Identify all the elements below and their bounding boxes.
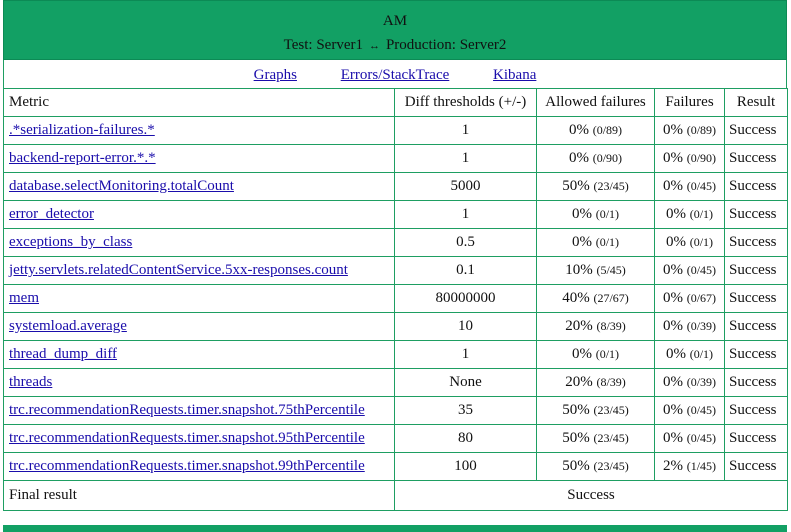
report-frame (3, 0, 787, 532)
failures-cell (655, 145, 725, 173)
failures-cell (655, 369, 725, 397)
result-cell: Success (725, 201, 788, 229)
table-row (4, 425, 788, 453)
failures-percent: 0% (662, 150, 683, 166)
metric-link[interactable]: trc.recommendationRequests.timer.snapshot.99thPercentile (9, 458, 365, 474)
failures-percent: 2% (662, 458, 683, 474)
allowed-failures-cell (537, 145, 655, 173)
result-cell: Success (725, 425, 788, 453)
table-row (4, 117, 788, 145)
metric-link[interactable]: threads (9, 374, 53, 390)
metric-cell (4, 257, 395, 285)
allowed-ratio: (23/45) (593, 459, 629, 473)
allowed-failures-cell (537, 173, 655, 201)
allowed-failures-cell (537, 369, 655, 397)
allowed-percent: 50% (562, 178, 590, 194)
result-cell: Success (725, 173, 788, 201)
failures-ratio: (0/67) (686, 291, 717, 305)
allowed-percent: 20% (565, 374, 593, 390)
failures-percent: 0% (665, 346, 686, 362)
threshold-cell: 1 (395, 201, 537, 229)
threshold-cell: 1 (395, 117, 537, 145)
metric-link[interactable]: mem (9, 290, 39, 306)
table-row (4, 285, 788, 313)
table-row (4, 229, 788, 257)
allowed-ratio: (0/90) (592, 151, 623, 165)
allowed-percent: 10% (565, 262, 593, 278)
failures-ratio: (0/39) (686, 319, 717, 333)
result-cell: Success (725, 229, 788, 257)
failures-ratio: (0/45) (686, 179, 717, 193)
threshold-cell: 1 (395, 145, 537, 173)
production-server-label: Production: Server2 (385, 37, 507, 53)
failures-cell (655, 201, 725, 229)
threshold-cell: 0.5 (395, 229, 537, 257)
kibana-link[interactable]: Kibana (493, 67, 537, 83)
graphs-link[interactable]: Graphs (253, 67, 297, 83)
allowed-ratio: (0/1) (595, 347, 620, 361)
metric-link[interactable]: exceptions_by_class (9, 234, 133, 250)
failures-percent: 0% (665, 206, 686, 222)
metric-cell (4, 285, 395, 313)
allowed-ratio: (23/45) (593, 431, 629, 445)
metric-link[interactable]: trc.recommendationRequests.timer.snapshot.75thPercentile (9, 402, 365, 418)
report-title: AM (382, 13, 408, 29)
allowed-failures-cell (537, 229, 655, 257)
result-cell: Success (725, 285, 788, 313)
metric-cell (4, 229, 395, 257)
allowed-ratio: (5/45) (596, 263, 626, 277)
failures-cell (655, 117, 725, 145)
failures-ratio: (0/89) (686, 123, 717, 137)
report-subtitle (4, 36, 786, 55)
failures-percent: 0% (662, 374, 683, 390)
allowed-percent: 40% (562, 290, 590, 306)
final-result-label: Final result (4, 481, 395, 511)
allowed-percent: 50% (562, 430, 590, 446)
allowed-failures-cell (537, 257, 655, 285)
threshold-cell: 0.1 (395, 257, 537, 285)
allowed-percent: 0% (571, 206, 592, 222)
failures-ratio: (0/45) (686, 403, 717, 417)
result-cell: Success (725, 117, 788, 145)
threshold-cell: 5000 (395, 173, 537, 201)
footer-bar (3, 525, 787, 532)
failures-percent: 0% (662, 122, 683, 138)
allowed-ratio: (23/45) (593, 179, 629, 193)
column-header-failures: Failures (655, 89, 725, 117)
allowed-ratio: (8/39) (596, 319, 626, 333)
failures-ratio: (0/1) (689, 347, 714, 361)
failures-percent: 0% (662, 430, 683, 446)
result-cell: Success (725, 453, 788, 481)
metric-cell (4, 397, 395, 425)
result-cell: Success (725, 397, 788, 425)
table-header-row (4, 89, 788, 117)
table-row (4, 453, 788, 481)
metric-link[interactable]: error_detector (9, 206, 94, 222)
column-header-allowed-failures: Allowed failures (537, 89, 655, 117)
metric-link[interactable]: systemload.average (9, 318, 127, 334)
metric-cell (4, 341, 395, 369)
report-header (3, 0, 787, 60)
allowed-percent: 0% (571, 234, 592, 250)
failures-percent: 0% (662, 402, 683, 418)
errors-stacktrace-link[interactable]: Errors/StackTrace (340, 67, 450, 83)
threshold-cell: 35 (395, 397, 537, 425)
allowed-failures-cell (537, 341, 655, 369)
metric-cell (4, 369, 395, 397)
metrics-table (3, 88, 788, 511)
failures-cell (655, 173, 725, 201)
allowed-failures-cell (537, 397, 655, 425)
allowed-ratio: (27/67) (593, 291, 629, 305)
allowed-failures-cell (537, 453, 655, 481)
metric-cell (4, 173, 395, 201)
result-cell: Success (725, 145, 788, 173)
allowed-ratio: (0/1) (595, 235, 620, 249)
allowed-ratio: (0/89) (592, 123, 623, 137)
final-result-value: Success (395, 481, 788, 511)
failures-ratio: (0/39) (686, 375, 717, 389)
allowed-failures-cell (537, 425, 655, 453)
allowed-failures-cell (537, 201, 655, 229)
column-header-diff-thresholds: Diff thresholds (+/-) (395, 89, 537, 117)
failures-ratio: (0/45) (686, 263, 717, 277)
allowed-failures-cell (537, 313, 655, 341)
table-row (4, 397, 788, 425)
result-cell: Success (725, 313, 788, 341)
metric-link[interactable]: trc.recommendationRequests.timer.snapshot.95thPercentile (9, 430, 365, 446)
failures-cell (655, 341, 725, 369)
metric-cell (4, 425, 395, 453)
failures-percent: 0% (662, 318, 683, 334)
metric-cell (4, 145, 395, 173)
failures-ratio: (0/1) (689, 235, 714, 249)
failures-percent: 0% (662, 290, 683, 306)
threshold-cell: None (395, 369, 537, 397)
threshold-cell: 1 (395, 341, 537, 369)
link-bar (3, 60, 787, 88)
table-row (4, 341, 788, 369)
metric-cell (4, 313, 395, 341)
metric-cell (4, 453, 395, 481)
table-row (4, 145, 788, 173)
column-header-result: Result (725, 89, 788, 117)
failures-cell (655, 285, 725, 313)
allowed-percent: 0% (568, 122, 589, 138)
threshold-cell: 80 (395, 425, 537, 453)
threshold-cell: 100 (395, 453, 537, 481)
failures-percent: 0% (665, 234, 686, 250)
threshold-cell: 80000000 (395, 285, 537, 313)
result-cell: Success (725, 257, 788, 285)
allowed-ratio: (0/1) (595, 207, 620, 221)
table-row (4, 201, 788, 229)
result-cell: Success (725, 341, 788, 369)
allowed-percent: 50% (562, 402, 590, 418)
table-row (4, 369, 788, 397)
failures-ratio: (0/1) (689, 207, 714, 221)
failures-cell (655, 425, 725, 453)
allowed-percent: 20% (565, 318, 593, 334)
metric-cell (4, 117, 395, 145)
failures-percent: 0% (662, 262, 683, 278)
table-row (4, 173, 788, 201)
allowed-ratio: (23/45) (593, 403, 629, 417)
threshold-cell: 10 (395, 313, 537, 341)
metric-link[interactable]: backend-report-error.*.* (9, 150, 156, 166)
metric-link[interactable]: .*serialization-failures.* (9, 122, 155, 138)
failures-cell (655, 453, 725, 481)
result-cell: Success (725, 369, 788, 397)
allowed-percent: 0% (571, 346, 592, 362)
failures-ratio: (1/45) (686, 459, 717, 473)
test-server-label: Test: Server1 (283, 37, 363, 53)
failures-cell (655, 397, 725, 425)
table-row (4, 313, 788, 341)
metric-link[interactable]: jetty.servlets.relatedContentService.5xx-responses.count (9, 262, 348, 278)
failures-ratio: (0/90) (686, 151, 717, 165)
allowed-percent: 0% (568, 150, 589, 166)
allowed-failures-cell (537, 117, 655, 145)
left-right-arrow-icon: ↔ (368, 40, 380, 52)
allowed-percent: 50% (562, 458, 590, 474)
allowed-failures-cell (537, 285, 655, 313)
failures-cell (655, 229, 725, 257)
failures-percent: 0% (662, 178, 683, 194)
allowed-ratio: (8/39) (596, 375, 626, 389)
table-row (4, 257, 788, 285)
column-header-metric: Metric (4, 89, 395, 117)
failures-cell (655, 313, 725, 341)
final-result-row (4, 481, 788, 511)
metric-link[interactable]: thread_dump_diff (9, 346, 118, 362)
metric-link[interactable]: database.selectMonitoring.totalCount (9, 178, 234, 194)
failures-cell (655, 257, 725, 285)
metric-cell (4, 201, 395, 229)
failures-ratio: (0/45) (686, 431, 717, 445)
